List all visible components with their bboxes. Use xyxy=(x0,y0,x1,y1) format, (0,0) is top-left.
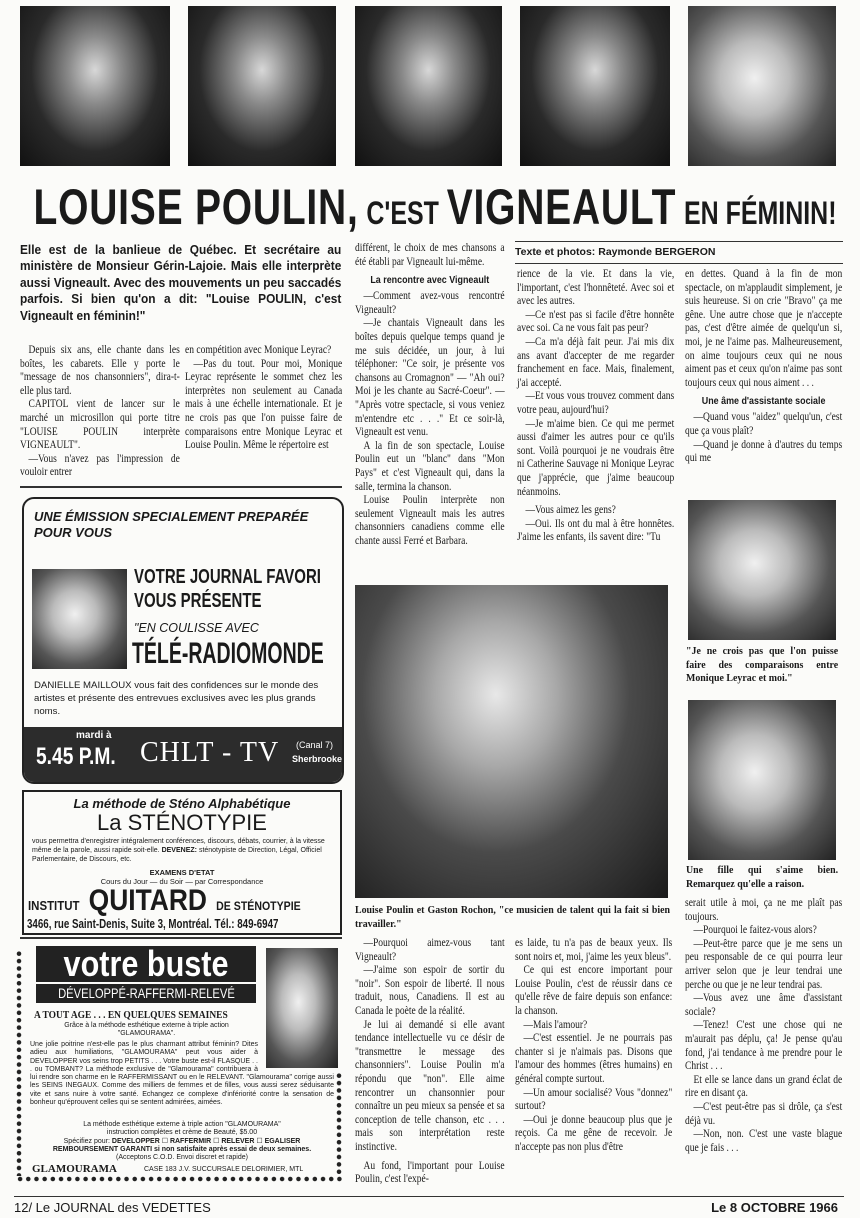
paragraph: —Oui je donne beaucoup plus que je reçois. Ca me gêne de recevoir. Je n'accepte pas non plus d'être xyxy=(515,1113,673,1153)
paragraph: —C'est peut-être pas si drôle, ça s'est déjà vu. xyxy=(685,1100,843,1127)
dotted-border xyxy=(16,1176,342,1182)
divider xyxy=(20,486,342,488)
ad-subtitle: DÉVELOPPÉ-RAFFERMI-RELEVÉ xyxy=(58,985,235,1001)
column-3 xyxy=(355,242,505,548)
ad-schedule-bar xyxy=(24,727,342,782)
paragraph: CAPITOL vient de lancer sur le marché un microsillon qui porte titre "LOUISE POULIN interprète VIGNEAULT". xyxy=(20,398,180,452)
paragraph: Je lui ai demandé si elle avant tendance intellectuelle vu ce désir de "transmettre le message des chansonniers". Louise Poulin m'a répondu que "non". Elle aime rencontrer un chansonnier pour connaître un peu mieux sa pensée et sa conception de telle chanson, etc . . . mais son interprétation reste instinctive. xyxy=(355,1018,505,1153)
divider xyxy=(515,263,843,264)
headline-part: C'EST xyxy=(366,195,439,231)
option-relever[interactable]: RELEVER xyxy=(221,1137,255,1145)
ad-text: DEVENEZ: xyxy=(161,847,197,854)
ad-day: mardi à xyxy=(76,730,112,741)
ad-title: La STÉNOTYPIE xyxy=(97,810,267,835)
paragraph: —Mais l'amour? xyxy=(523,1018,588,1031)
ad-time: 5.45 P.M. xyxy=(36,743,116,770)
paragraph: —Pas du tout. Pour moi, Monique Leyrac représente le sommet chez les interprètes non seulement au Canada mais à une échelle internationale. Et je ne crois pas que l'on puisse faire de comparaisons entre Monique Leyrac et Louise Poulin. Même le répertoire est xyxy=(185,357,343,452)
ad-title: votre buste xyxy=(63,946,229,982)
paragraph: en compétition avec Monique Leyrac? xyxy=(185,344,332,356)
paragraph: —Non, non. C'est une vaste blague que je fais . . . xyxy=(685,1128,843,1154)
paragraph: es laide, tu n'a pas de beaux yeux. Ils sont noirs et, moi, j'aime les yeux bleus". xyxy=(515,937,673,963)
photo-portrait-4 xyxy=(520,6,670,166)
paragraph: Au fond, l'important pour Louise Poulin, c'est l'expé- xyxy=(355,1159,505,1186)
paragraph: —Je m'aime bien. Ce qui me permet aussi d'aimer les autres pour ce qu'ils sont. Voilà pourquoi je ne voudrais être ni Catherine Sauvage ni Monique Leyrac que j'apprécie, que j'aime beaucoup néanmoins. xyxy=(517,417,675,498)
ad-text: vous permettra d'enregistrer intégralement conférences, discours, débats, courrier, à la vitesse même de la parole, aussi rapide soit-elle. xyxy=(32,838,325,854)
ad-brand: GLAMOURAMA xyxy=(32,1163,117,1175)
paragraph: serait utile à moi, ça ne me plaît pas toujours. xyxy=(685,897,843,923)
headline xyxy=(33,178,837,238)
paragraph: —Vous avez une âme d'assistant sociale? xyxy=(685,992,843,1018)
ad-address: CASE 183 J.V. SUCCURSALE DELORIMIER, MTL xyxy=(144,1166,304,1173)
ad-line: VOTRE JOURNAL FAVORI xyxy=(134,566,321,588)
byline-label: Texte et photos: xyxy=(515,246,596,258)
ad-show-title: TÉLÉ-RADIOMONDE xyxy=(132,637,324,670)
subheading: Une âme d'assistante sociale xyxy=(701,395,826,408)
ad-stenotypie xyxy=(22,790,342,935)
ad-text: sténotypiste de Direction, Légal, Officiel Parlementaire, de Discours, etc. xyxy=(32,847,322,863)
divider xyxy=(20,937,342,939)
float-spacer xyxy=(258,1041,334,1069)
ad-brand: QUITARD xyxy=(88,884,207,917)
ad-text: Cours du Jour — du Soir — par Correspondance xyxy=(100,877,264,886)
ad-text: (Acceptons C.O.D. Envoi discret et rapide) xyxy=(116,1154,248,1162)
option-egaliser[interactable]: EGALISER xyxy=(264,1137,301,1145)
paragraph: —Et vous vous trouvez comment dans votre peau, aujourd'hui? xyxy=(517,390,675,416)
paragraph: —Pourquoi aimez-vous tant Vigneault? xyxy=(355,937,505,963)
column-1 xyxy=(20,344,180,480)
dotted-border xyxy=(16,950,22,1176)
paragraph: —C'est essentiel. Je ne pourrais pas chanter si je n'aimais pas. Disons que l'amour des hommes (êtres humains) en général compte surtout. xyxy=(515,1032,673,1085)
ad-body-wrap xyxy=(30,1041,334,1107)
ad-description: DANIELLE MAILLOUX vous fait des confidences sur le monde des artistes et présente des entrevues exclusives avec les plus grands noms. xyxy=(34,680,319,717)
ad-order xyxy=(30,1121,334,1162)
paragraph: —Vous n'avez pas l'impression de vouloir entrer xyxy=(20,452,180,479)
lead-paragraph: Elle est de la banlieue de Québec. Et secrétaire au ministère de Monsieur Gérin-Lajoie. Mais elle interprète aussi Vigneault. Avec des mouvements un peu saccadés parfois. Si bien qu'on a dit: "Louise POULIN, c'est Vigneault en féminin!" xyxy=(20,242,342,323)
paragraph: en dettes. Quand à la fin de mon spectacle, on m'applaudit simplement, je suis heureuse. Si on crie "Bravo" ça me gêne. Une autre chose que je n'accepte pas, c'est d'être aimée de quelqu'un si, moi, je ne l'aime pas. Malheureusement, on aime toujours ceux qui ne nous aiment pas et ceux qu'on n'aime pas sont toujours ceux qui nous aiment . . . xyxy=(685,268,843,389)
paragraph: —Quand je donne à d'autres du temps qui me xyxy=(685,438,843,465)
photo-portrait-2 xyxy=(188,6,336,166)
ad-address: 3466, rue Saint-Denis, Suite 3, Montréal. Tél.: 849-6947 xyxy=(27,917,279,931)
byline-author: Raymonde BERGERON xyxy=(598,246,716,258)
paragraph: Louise Poulin interprète non seulement Vigneault mais les autres chansonniers canadiens comme elle chante aussi Ferré et Barbara. xyxy=(355,494,505,547)
option-developper[interactable]: DEVELOPPER xyxy=(111,1137,160,1145)
photo-danielle-mailloux xyxy=(32,569,127,669)
ad-line: "EN COULISSE AVEC xyxy=(134,621,259,635)
ad-intro: Grâce à la méthode esthétique externe à triple action "GLAMOURAMA". xyxy=(64,1022,229,1038)
paragraph: Ce qui est encore important pour Louise Poulin, c'est de réussir dans ce qu'elle rêve de faire depuis son enfance: la chanson. xyxy=(515,964,673,1017)
ad-text: La méthode esthétique externe à triple action "GLAMOURAMA" xyxy=(83,1121,281,1128)
paragraph: —Vous aimez les gens? xyxy=(525,504,616,517)
ad-station: CHLT - TV xyxy=(140,737,280,768)
photo-main xyxy=(355,585,668,898)
subheading: La rencontre avec Vigneault xyxy=(370,274,490,287)
footer-date: Le 8 OCTOBRE 1966 xyxy=(711,1200,838,1215)
ad-options: Spécifiez pour: DEVELOPPER ☐ RAFFERMIR ☐ RELEVER ☐ EGALISER xyxy=(63,1137,301,1145)
photo-right-2 xyxy=(688,700,836,860)
ad-tagline: A TOUT AGE . . . EN QUELQUES SEMAINES xyxy=(34,1009,228,1021)
photo-right-1 xyxy=(688,500,836,640)
ad-tele-radiomonde xyxy=(22,497,344,784)
paragraph: —J'aime son espoir de sortir du "noir". Son espoir de liberté. Il nous traduit, nous, Canadiens. Il est au Canada le poète de la réalité. xyxy=(355,964,505,1017)
ad-institute xyxy=(24,886,340,916)
ad-text: REMBOURSEMENT GARANTI si non satisfaite après essai de deux semaines. xyxy=(52,1145,312,1153)
column-7 xyxy=(515,937,672,1155)
photo-portrait-3 xyxy=(355,6,502,166)
ad-title xyxy=(134,565,321,613)
paragraph: —Ca m'a déjà fait peur. J'ai mis dix ans avant d'accepter de me regarder franchement en face. Mais, finalement, j'ai accepté. xyxy=(517,335,675,389)
paragraph: —Ce n'est pas si facile d'être honnête avec soi. Ca ne vous fait pas peur? xyxy=(517,308,675,335)
paragraph: —Je chantais Vigneault dans les boîtes depuis quelque temps quand je me suis décidée, un jour, à lui téléphoner: "Ce soir, je présente vos chansons au Cromagnon" — "Ah oui? Moi je les chante au Sacré-Coeur". — "Après votre spectacle, si vous veniez m'entendre etc . . ." Et ce soir-là, Vigneault est venu. xyxy=(355,317,505,439)
ad-text: DE STÉNOTYPIE xyxy=(216,899,301,913)
ad-subtitle-box xyxy=(36,984,256,1003)
paragraph: rience de la vie. Et dans la vie, l'important, c'est l'honnêteté. Avec soi et avec les autres. xyxy=(517,268,675,308)
column-8 xyxy=(685,897,842,1155)
divider xyxy=(515,241,843,242)
ad-line: La méthode de Sténo Alphabétique xyxy=(73,796,291,811)
paragraph: —Comment avez-vous rencontré Vigneault? xyxy=(355,290,505,316)
paragraph: —Tenez! C'est une chose qui ne m'aurait pas déplu, ça! Je pense qu'au fond, j'ai tendance à me prendre pour le Christ . . . xyxy=(685,1019,843,1073)
ad-text: INSTITUT xyxy=(28,898,80,913)
footer-rule xyxy=(14,1196,844,1197)
column-4 xyxy=(517,268,674,545)
caption-main: Louise Poulin et Gaston Rochon, "ce musicien de talent qui la fait si bien travailler." xyxy=(355,904,670,930)
ad-text: EXAMENS D'ETAT xyxy=(149,868,215,877)
option-raffermir[interactable]: RAFFERMIR xyxy=(169,1137,212,1145)
ad-body xyxy=(24,835,340,866)
column-5 xyxy=(685,268,842,466)
photo-portrait-1 xyxy=(20,6,170,166)
paragraph: —Pourquoi le faitez-vous alors? xyxy=(693,924,817,937)
paragraph: différent, le choix de mes chansons a été établi par Vigneault lui-même. xyxy=(355,242,505,268)
ad-title-box xyxy=(36,946,256,982)
dotted-border xyxy=(336,1072,342,1176)
ad-glamourama xyxy=(14,940,342,1184)
column-6 xyxy=(355,937,505,1187)
column-2 xyxy=(185,344,342,453)
headline-part: LOUISE POULIN, xyxy=(33,179,359,235)
ad-text: instruction complètes et crème de Beauté, $5.00 xyxy=(106,1129,258,1137)
ad-tagline-row xyxy=(34,1007,259,1021)
ad-channel: (Canal 7) xyxy=(296,740,334,750)
paragraph: —Un amour socialisé? Vous "donnez" surtout? xyxy=(515,1086,673,1113)
ad-body: Une jolie poitrine n'est-elle pas le plus charmant attribut féminin? Dites adieu aux humiliations, "GLAMOURAMA" peut vous aider à DEVELOPPER vos seins trop PETITS . . . Votre buste est-il FLASQUE . . . ou TOMBANT? La méthode exclusive de "Glamourama" contribuera à lui rendre son charme en le RAFFERMISSANT ou en le RELEVANT. "Glamourama" corrige aussi les SEINS INEGAUX. Comme des milliers de femmes et de filles, vous aussi serez séduisante vite et sans nuire à votre santé. Echangez ce complexe d'infériorité contre la sensation de bonheur qu'éprouvent celles qui se sentent admirées, aimées. xyxy=(30,1041,334,1107)
caption-right-2: Une fille qui s'aime bien. Remarquez qu'elle a raison. xyxy=(686,864,839,890)
ad-line: VOUS PRÉSENTE xyxy=(134,590,262,612)
paragraph: A la fin de son spectacle, Louise Poulin eut un "blanc" dans "Mon Pays" et c'est Vigneault qui, dans la salle, termina la chanson. xyxy=(355,439,505,493)
paragraph: —Peut-être parce que je me sens un peu responsable de ce qui pourra leur arriver selon que je leur tendrai une perche ou que je ne leur tendrai pas. xyxy=(685,937,843,991)
paragraph: Depuis six ans, elle chante dans les boîtes, les cabarets. Elle y porte le "message de nos chansonniers", dira-t-elle plus tard. xyxy=(20,344,180,397)
paragraph: —Quand vous "aidez" quelqu'un, c'est que ça vous plaît? xyxy=(685,411,843,437)
ad-city: Sherbrooke xyxy=(292,754,343,764)
headline-part: EN FÉMININ! xyxy=(683,195,837,231)
caption-right-1: "Je ne crois pas que l'on puisse faire des comparaisons entre Monique Leyrac et moi." xyxy=(686,645,839,684)
ad-headline: UNE ÉMISSION SPECIALEMENT PREPARÉE POUR VOUS xyxy=(34,509,309,540)
ad-text: Spécifiez pour: xyxy=(63,1137,110,1145)
byline xyxy=(515,246,845,258)
paragraph: Et elle se lance dans un grand éclat de rire en disant ça. xyxy=(685,1073,843,1100)
paragraph: —Oui. Ils ont du mal à être honnêtes. J'aime les enfants, ils savent dire: "Tu xyxy=(517,517,675,544)
photo-portrait-5 xyxy=(688,6,836,166)
headline-part: VIGNEAULT xyxy=(446,179,677,235)
footer-page: 12/ Le JOURNAL des VEDETTES xyxy=(14,1200,211,1215)
